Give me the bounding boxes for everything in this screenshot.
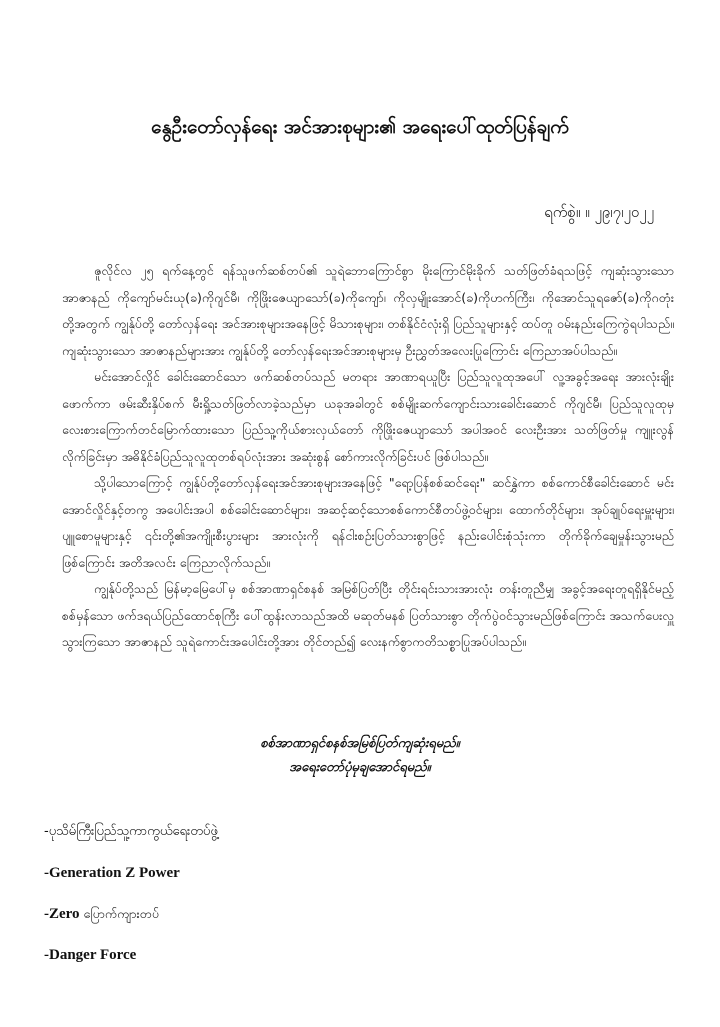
slogans (100, 732, 620, 780)
paragraph-1: ဇူလိုင်လ ၂၅ ရက်နေ့တွင် ရန်သူဖက်ဆစ်တပ်၏ သူရဲဘောကြောင်စွာ မိုးကြောင်မိုးခိုက် သတ်ဖြတ်ခံရသဖြင့် ကျဆုံးသွားသော အာဇာနည် ကိုကျော်မင်းယု(ခ)ကိုဂျင်မီ၊ ကိုဖြိုးဇေယျာသော်(ခ)ကိုကျော်၊ ကိုလှမျိုးအောင်(ခ)ကိုဟက်ကြီး၊ ကိုအောင်သူရဇော်(ခ)ကိုဂတုံး တို့အတွက် ကျွန်ုပ်တို့ တော်လှန်ရေး အင်အားစုများအနေဖြင့် မိသားစုများ၊ တစ်နိုင်ငံလုံးရှိ ပြည်သူများနှင့် ထပ်တူ ဝမ်းနည်းကြေကွဲရပါသည်။ ကျဆုံးသွားသော အာဇာနည်များအား ကျွန်ုပ်တို့ တော်လှန်ရေးအင်အားစုများမှ ဦးညွှတ်အလေးပြုကြောင်း ကြေညာအပ်ပါသည်။ (62, 263, 674, 358)
slogan-2: အရေးတော်ပုံမုချအောင်ရမည်။ (289, 760, 431, 775)
signer-3 (44, 904, 218, 944)
statement-date: ရက်စွဲ။ ။ ၂၉၊၇၊၂၀၂၂ (544, 203, 654, 221)
signer-name: -Generation Z Power (44, 865, 180, 881)
signer-name: -Zero (44, 906, 80, 922)
paragraph-3: သို့ပါသောကြောင့် ကျွန်ုပ်တို့တော်လှန်ရေးအင်အားစုများအနေဖြင့် "ရော့ပြန်စစ်ဆင်ရေး" ဆင်နွှဲကာ စစ်ကောင်စီခေါင်းဆောင် မင်းအောင်လှိုင်နှင့်တကွ အပေါင်းအပါ စစ်ခေါင်းဆောင်များ၊ အဆင့်ဆင့်သောစစ်ကောင်စီတပ်ဖွဲ့ဝင်များ၊ ထောက်တိုင်များ၊ အုပ်ချုပ်ရေးမှူးများ၊ ပျူစောမူများနှင့် ၎င်းတို့၏အကျိုးစီးပွားများ အားလုံးကို ရန်ငါးစဥ်းပြတ်သားစွာဖြင့် နည်းပေါင်းစုံသုံးကာ တိုက်ခိုက်ချေမှုန်းသွားမည်ဖြစ်ကြောင်း အတိအလင်း ကြေညာလိုက်သည်။ (62, 475, 674, 570)
slogan-1: စစ်အာဏာရှင်စနစ်အမြစ်ပြတ်ကျဆုံးရမည်။ (260, 736, 460, 751)
signer-2 (44, 863, 218, 903)
signer-list (44, 822, 218, 986)
signer-name: -Danger Force (44, 947, 137, 963)
signer-name-suffix: ပြောက်ကျားတပ် (79, 906, 159, 921)
signer-name: -ပုသိမ်ကြီးပြည်သူ့ကာကွယ်ရေးတပ်ဖွဲ့ (44, 824, 218, 839)
paragraph-4: ကျွန်ုပ်တို့သည် မြန်မာ့မြေပေါ်မှ စစ်အာဏာရှင်စနစ် အမြစ်ပြတ်ပြီး တိုင်းရင်းသားအားလုံး တန်းတူညီမျှ အခွင့်အရေးတူရရှိနိုင်မည့် စစ်မှန်သော ဖက်ဒရယ်ပြည်ထောင်စုကြီး ပေါ်ထွန်းလာသည်အထိ မဆုတ်မနစ် ပြတ်သားစွာ တိုက်ပွဲဝင်သွားမည်ဖြစ်ကြောင်း အသက်ပေးလှူသွားကြသော အာဇာနည် သူရဲကောင်းအပေါင်းတို့အား တိုင်တည်၍ လေးနက်စွာကတိသစ္စာပြုအပ်ပါသည်။ (62, 581, 674, 649)
statement-body (62, 258, 674, 656)
signer-4 (44, 945, 218, 985)
statement-title: နွေဦးတော်လှန်ရေး အင်အားစုများ၏ အရေးပေါ်ထုတ်ပြန်ချက် (151, 116, 569, 138)
paragraph-2: မင်းအောင်လှိုင် ခေါင်းဆောင်သော ဖက်ဆစ်တပ်သည် မတရား အာဏာရယူပြီး ပြည်သူလူထုအပေါ် လူ့အခွင့်အရေး အားလုံးချိုးဖောက်ကာ ဖမ်းဆီးနှိပ်စက် မီးရှို့သတ်ဖြတ်လာခဲ့သည်မှာ ယခုအခါတွင် စစ်မျိုးဆက်ကျောင်းသားခေါင်းဆောင် ကိုဂျင်မီ၊ ပြည်သူလူထုမှလေးစားကြောက်တင်မြောက်ထားသော ပြည်သူ့ကိုယ်စားလှယ်တော် ကိုဖြိုးဇေယျာသော် အပါအဝင် လေးဦးအား သတ်ဖြတ်မှု ကျူးလွန်လိုက်ခြင်းမှာ အဓိနိုင်ခံပြည်သူလူထုတစ်ရပ်လုံးအား အဆုံးစွန် စော်ကားလိုက်ခြင်းပင် ဖြစ်ပါသည်။ (62, 369, 674, 464)
signer-1 (44, 822, 218, 862)
